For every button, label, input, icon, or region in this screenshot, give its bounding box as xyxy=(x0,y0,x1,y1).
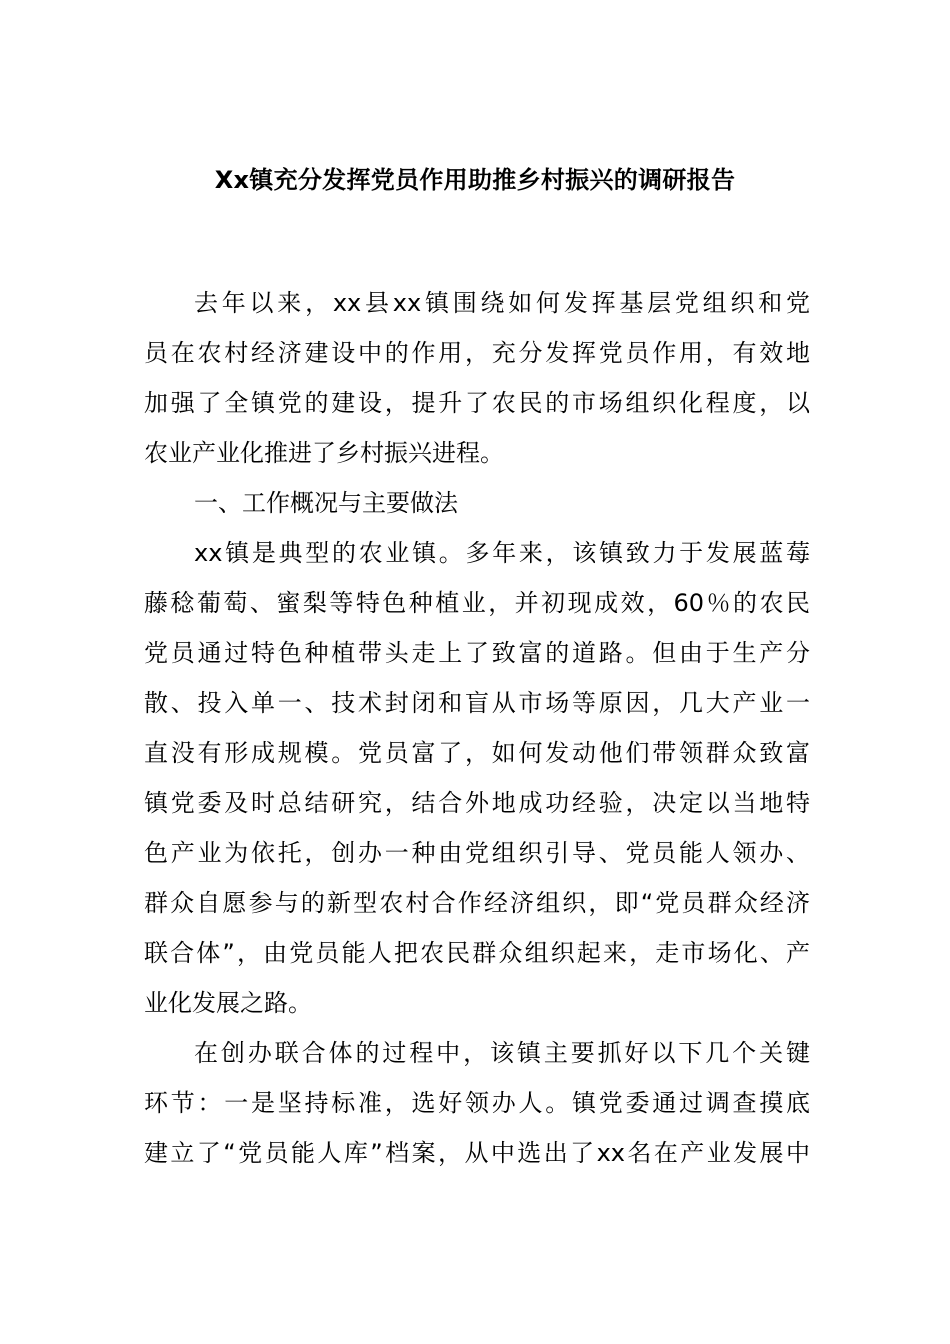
body-line: 环节：一是坚持标准，选好领办人。镇党委通过调查摸底 xyxy=(144,1089,810,1117)
body-line: 员在农村经济建设中的作用，充分发挥党员作用，有效地 xyxy=(144,339,810,367)
body-line: 农业产业化推进了乡村振兴进程。 xyxy=(144,439,504,467)
body-line: 色产业为依托，创办一种由党组织引导、党员能人领办、 xyxy=(144,839,810,867)
section-heading: 一、工作概况与主要做法 xyxy=(194,489,458,517)
body-line: 党员通过特色种植带头走上了致富的道路。但由于生产分 xyxy=(144,639,810,667)
body-line: 业化发展之路。 xyxy=(144,989,312,1017)
body-line: 在创办联合体的过程中，该镇主要抓好以下几个关键 xyxy=(194,1039,810,1067)
body-line: xx镇是典型的农业镇。多年来，该镇致力于发展蓝莓 xyxy=(194,539,810,567)
body-line: 去年以来，xx县xx镇围绕如何发挥基层党组织和党 xyxy=(194,289,810,317)
body-line: 镇党委及时总结研究，结合外地成功经验，决定以当地特 xyxy=(144,789,810,817)
body-line: 直没有形成规模。党员富了，如何发动他们带领群众致富 xyxy=(144,739,810,767)
document-body xyxy=(144,278,810,1178)
body-line: 散、投入单一、技术封闭和盲从市场等原因，几大产业一 xyxy=(144,689,810,717)
document-title: Xx镇充分发挥党员作用助推乡村振兴的调研报告 xyxy=(214,166,736,194)
body-line: 建立了“党员能人库”档案，从中选出了xx名在产业发展中 xyxy=(144,1139,810,1167)
body-line: 加强了全镇党的建设，提升了农民的市场组织化程度，以 xyxy=(144,389,810,417)
body-line: 群众自愿参与的新型农村合作经济组织，即“党员群众经济 xyxy=(144,889,810,917)
body-line: 联合体”，由党员能人把农民群众组织起来，走市场化、产 xyxy=(144,939,810,967)
body-line: 藤稔葡萄、蜜梨等特色种植业，并初现成效，60％的农民 xyxy=(144,589,810,617)
